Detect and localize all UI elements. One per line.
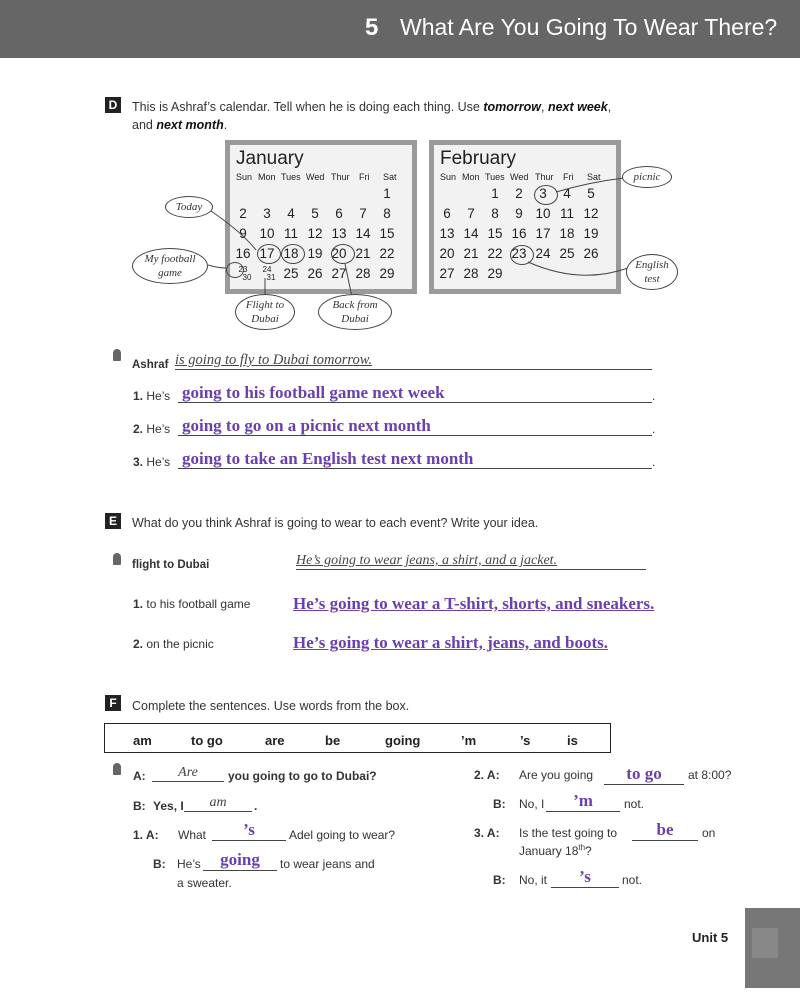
fill-answer[interactable]: ’s: [212, 820, 286, 841]
calendar-day: 2: [239, 206, 247, 221]
question-prefix: He’s: [146, 422, 171, 436]
answer-prefix: No, I: [519, 797, 545, 811]
day-of-week-label: Sat: [383, 172, 397, 182]
question-number: 1.: [133, 828, 144, 842]
calendar-day: 8: [383, 206, 391, 221]
answer-prefix: He’s: [177, 857, 201, 871]
bubble-text: test: [644, 273, 660, 285]
answer-text[interactable]: going to his football game next week: [182, 383, 445, 402]
question-mark: ?: [585, 844, 592, 858]
calendar-day: 24: [535, 246, 551, 261]
calendar-day: 21: [463, 246, 479, 261]
calendar-day: 21: [355, 246, 371, 261]
answer-period: .: [652, 389, 656, 403]
calendar-day: 19: [583, 226, 599, 241]
calendar-day: 13: [331, 226, 347, 241]
bubble-connectors: [0, 0, 800, 340]
instruction-separator: ,: [607, 100, 612, 114]
fill-answer[interactable]: be: [632, 820, 698, 841]
answer-text[interactable]: He’s going to wear a shirt, jeans, and boots.: [293, 633, 608, 652]
keyword-next-week: next week: [547, 100, 608, 114]
speaker-b-label: B:: [133, 799, 146, 813]
bubble-flight-to-dubai: [235, 294, 295, 330]
speaker-b-label: B:: [493, 797, 506, 811]
day-of-week-label: Sat: [587, 172, 601, 182]
keyword-next-month: next month: [156, 118, 224, 132]
question-text: January 18: [519, 844, 579, 858]
calendar-day: 7: [359, 206, 367, 221]
lightbulb-icon: [113, 553, 121, 565]
example-end: .: [254, 799, 258, 813]
calendar-day-part: 24: [262, 265, 272, 274]
calendar-day: 17: [535, 226, 551, 241]
word-box-item: ’m: [461, 733, 477, 748]
word-box-item: is: [567, 733, 578, 748]
bubble-english-test: [626, 254, 678, 290]
answer-rest: a sweater.: [177, 876, 232, 890]
calendar-day: 19: [307, 246, 323, 261]
footer-tab-inner: [752, 928, 778, 958]
calendar-day: 12: [583, 206, 599, 221]
example-fill: am: [184, 795, 252, 812]
calendar-day: 15: [487, 226, 503, 241]
instruction-text: and: [132, 118, 157, 132]
calendar-day: 22: [379, 246, 395, 261]
question-prefix: He’s: [146, 455, 171, 469]
day-of-week-label: Tues: [485, 172, 505, 182]
calendar-day: 27: [439, 266, 455, 281]
instruction-text: .: [223, 118, 228, 132]
calendar-day: 1: [383, 186, 391, 201]
section-f-letter: F: [105, 695, 121, 711]
calendar-day: 11: [283, 226, 298, 241]
day-of-week-label: Fri: [359, 172, 370, 182]
section-f-instruction: Complete the sentences. Use words from the box.: [132, 699, 410, 713]
unit-number: 5: [365, 14, 379, 41]
instruction-text: This is Ashraf’s calendar. Tell when he is doing each thing. Use: [132, 100, 484, 114]
answer-rest: to wear jeans and: [280, 857, 375, 871]
answer-rest: not.: [624, 797, 645, 811]
answer-prefix: No, it: [519, 873, 548, 887]
answer-rest: not.: [622, 873, 643, 887]
example-answer-prefix: Yes, I: [153, 799, 184, 813]
question-number: 3.: [474, 826, 485, 840]
answer-period: .: [652, 422, 656, 436]
calendar-day: 8: [491, 206, 499, 221]
calendar-day: 3: [263, 206, 271, 221]
page-title: What Are You Going To Wear There?: [400, 14, 778, 40]
day-of-week-label: Sun: [440, 172, 457, 182]
calendar-day: 1: [491, 186, 499, 201]
word-box-item: ’s: [520, 733, 531, 748]
calendar-day: 13: [439, 226, 455, 241]
question-text: Adel going to wear?: [289, 828, 396, 842]
calendar-day: 12: [307, 226, 323, 241]
question-number: 1.: [133, 597, 144, 611]
section-d-letter: D: [105, 97, 121, 113]
calendar-day: 10: [535, 206, 551, 221]
question-1: [133, 597, 250, 611]
lightbulb-icon: [113, 763, 121, 775]
answer-text[interactable]: going to take an English test next month: [182, 449, 474, 468]
ordinal-suffix: th: [578, 843, 586, 852]
calendar-month-name: February: [440, 148, 517, 169]
word-box-item: be: [325, 733, 341, 748]
word-box-item: are: [265, 733, 285, 748]
speaker-b-label: B:: [153, 857, 166, 871]
question-3: [133, 455, 170, 469]
day-of-week-label: Wed: [306, 172, 325, 182]
calendar-day: 9: [515, 206, 523, 221]
answer-period: .: [652, 455, 656, 469]
bubble-text: Back from: [332, 299, 378, 311]
calendar-day: 27: [331, 266, 347, 281]
calendar-day: 7: [467, 206, 475, 221]
footer-unit-label: Unit 5: [692, 930, 729, 945]
calendar-day: 15: [379, 226, 395, 241]
question-text: at 8:00?: [688, 768, 732, 782]
word-box-item: am: [133, 733, 152, 748]
answer-text[interactable]: He’s going to wear a T-shirt, shorts, and sneakers.: [293, 594, 655, 613]
calendar-month-name: January: [236, 148, 304, 169]
calendar-day: 16: [511, 226, 527, 241]
example-question: you going to go to Dubai?: [228, 769, 377, 783]
calendar-day: 14: [355, 226, 371, 241]
question-number: 2.: [474, 768, 485, 782]
fill-answer[interactable]: ’s: [551, 867, 619, 888]
word-box-item: to go: [191, 733, 223, 748]
lightbulb-icon: [113, 349, 121, 361]
calendar-day: 22: [487, 246, 503, 261]
calendar-day: 18: [283, 246, 299, 261]
question-prefix: He’s: [146, 389, 171, 403]
day-of-week-label: Mon: [462, 172, 480, 182]
calendar-day: 25: [283, 266, 299, 281]
calendar-day-part: 23: [238, 265, 248, 274]
calendar-day: 2: [515, 186, 523, 201]
question-1-number: [133, 828, 159, 842]
calendar-day: 11: [559, 206, 574, 221]
calendar-day: 5: [587, 186, 595, 201]
question-text: on: [702, 826, 716, 840]
calendar-day: 10: [259, 226, 275, 241]
calendar-day-part: 31: [266, 273, 276, 282]
example-answer: is going to fly to Dubai tomorrow.: [175, 352, 652, 370]
bubble-text: Dubai: [251, 313, 279, 325]
calendar-day: 9: [239, 226, 247, 241]
calendar-day: 29: [379, 266, 395, 281]
calendar-day: 6: [443, 206, 451, 221]
bubble-text: Dubai: [341, 313, 369, 325]
bubble-football-game: [132, 248, 208, 284]
bubble-text: My football: [144, 253, 196, 265]
day-of-week-label: Sun: [236, 172, 253, 182]
calendar-day: 17: [259, 246, 275, 261]
speaker-a-label: A:: [486, 826, 500, 840]
fill-answer[interactable]: to go: [604, 764, 684, 785]
bubble-picnic: [622, 166, 672, 188]
keyword-tomorrow: tomorrow: [483, 100, 541, 114]
calendar-day: 28: [355, 266, 371, 281]
bubble-text: game: [158, 267, 182, 279]
question-3-number: [474, 826, 500, 840]
calendar-day: 20: [331, 246, 347, 261]
speaker-a-label: A:: [133, 769, 146, 783]
day-of-week-label: Fri: [563, 172, 574, 182]
calendar-day: 4: [563, 186, 571, 201]
question-text: What: [178, 828, 207, 842]
question-number: 1.: [133, 389, 144, 403]
question-event: to his football game: [146, 597, 251, 611]
word-box: [104, 723, 611, 753]
example-name: Ashraf: [132, 359, 169, 371]
speaker-a-label: A:: [486, 768, 500, 782]
calendar-day: 3: [539, 186, 547, 201]
speaker-a-label: A:: [145, 828, 159, 842]
day-of-week-label: Wed: [510, 172, 529, 182]
calendar-day: 18: [559, 226, 575, 241]
question-text-line2: [519, 843, 592, 858]
calendar-day: 29: [487, 266, 503, 281]
day-of-week-label: Thur: [535, 172, 554, 182]
question-1: [133, 389, 170, 403]
calendar-day-part: 30: [242, 273, 252, 282]
answer-text[interactable]: going to go on a picnic next month: [182, 416, 431, 435]
example-answer: He’s going to wear jeans, a shirt, and a jacket.: [296, 553, 646, 570]
instruction-separator: ,: [541, 100, 548, 114]
calendar-day: 14: [463, 226, 479, 241]
word-box-item: going: [385, 733, 421, 748]
calendar-day: 26: [583, 246, 599, 261]
question-2: [133, 637, 214, 651]
calendar-day: 23: [511, 246, 527, 261]
question-text: Are you going: [519, 768, 594, 782]
example-fill: Are: [152, 765, 224, 782]
calendar-day: 25: [559, 246, 575, 261]
bubble-text: Today: [175, 201, 203, 213]
question-number: 2.: [133, 637, 144, 651]
calendar-day: 20: [439, 246, 455, 261]
question-number: 3.: [133, 455, 144, 469]
bubble-back-from-dubai: [318, 294, 392, 330]
question-2: [133, 422, 170, 436]
calendar-day: 26: [307, 266, 323, 281]
day-of-week-label: Thur: [331, 172, 350, 182]
calendar-day: 16: [235, 246, 251, 261]
bubble-text: English: [635, 259, 669, 271]
question-text: Is the test going to: [519, 826, 618, 840]
day-of-week-label: Tues: [281, 172, 301, 182]
question-event: on the picnic: [146, 637, 214, 651]
bubble-text: picnic: [633, 171, 661, 183]
bubble-text: Flight to: [245, 299, 285, 311]
question-2-number: [474, 768, 500, 782]
calendar-day: 4: [287, 206, 295, 221]
example-event: flight to Dubai: [132, 559, 210, 571]
fill-answer[interactable]: ’m: [546, 791, 620, 812]
day-of-week-label: Mon: [258, 172, 276, 182]
fill-answer[interactable]: going: [203, 850, 277, 871]
section-e-letter: E: [105, 513, 121, 529]
calendar-day: 28: [463, 266, 479, 281]
calendar-day: 6: [335, 206, 343, 221]
calendar-day: 5: [311, 206, 319, 221]
section-e-instruction: What do you think Ashraf is going to wear to each event? Write your idea.: [132, 516, 539, 530]
bubble-today: [165, 196, 213, 218]
speaker-b-label: B:: [493, 873, 506, 887]
question-number: 2.: [133, 422, 144, 436]
